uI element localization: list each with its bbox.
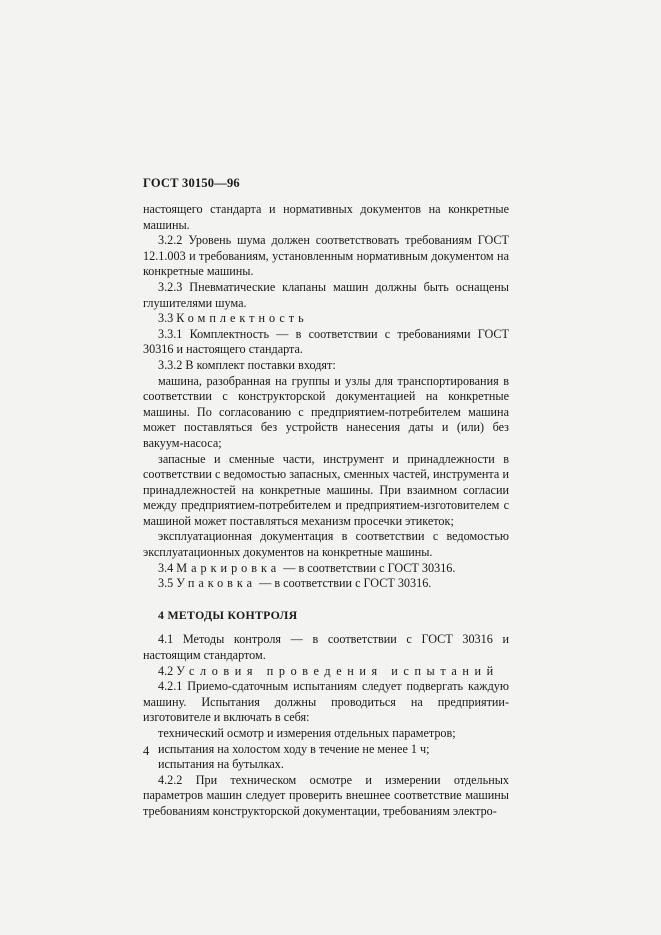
paragraph-3-3-1: 3.3.1 Комплектность — в соответствии с требованиями ГОСТ 30316 и настоящего стандарта. [143, 326, 509, 357]
paragraph-4-1: 4.1 Методы контроля — в соответствии с ГОСТ 30316 и настоящим стандартом. [143, 632, 509, 663]
paragraph-4-2-1: 4.2.1 Приемо-сдаточным испытаниям следует подвергать каждую машину. Испытания должны проводиться на предприятии-изготовителе и включать в себя: [143, 679, 509, 725]
section-3-5-title: Упаковка [176, 576, 257, 591]
section-3-5-number: 3.5 [158, 576, 174, 591]
section-3-3-title: Комплектность [176, 311, 308, 326]
section-4-2-number: 4.2 [158, 663, 174, 678]
list-item-bottle-test: испытания на бутылках. [158, 757, 284, 772]
page-number: 4 [143, 744, 150, 758]
section-3-4-text: — в соответствии с ГОСТ 30316. [280, 560, 456, 575]
list-item-idle-test: испытания на холостом ходу в течение не менее 1 ч; [158, 741, 430, 756]
section-4-2-heading [143, 664, 509, 680]
section-3-4-number: 3.4 [158, 560, 174, 575]
section-3-3-number: 3.3 [158, 311, 174, 326]
paragraph-3-2-3: 3.2.3 Пневматические клапаны машин должны быть оснащены глушителями шума. [143, 279, 509, 310]
document-body [143, 202, 509, 820]
section-4-2-title: Условия проведения испытаний [176, 663, 499, 678]
section-3-3-heading [143, 311, 509, 327]
section-3-4 [143, 561, 509, 577]
list-item-spare-parts: запасные и сменные части, инструмент и принадлежности в соответствии с ведомостью запасных, сменных частей, инструмента и принадлежностей на конкретные машины. При взаимном согласии между предприятием-потребителем и предприятием-изготовителем с машиной может поставляться механизм просечки этикеток; [143, 451, 509, 528]
list-item-machine: машина, разобранная на группы и узлы для транспортирования в соответствии с конструкторской документацией на конкретные машины. По согласованию с предприятием-потребителем машина может поставляться без устройств нанесения даты и (или) без вакуум-насоса; [143, 373, 509, 450]
list-item-documentation: эксплуатационная документация в соответствии с ведомостью эксплуатационных документов на конкретные машины. [143, 529, 509, 560]
list-item-inspection: технический осмотр и измерения отдельных параметров; [158, 726, 456, 740]
section-4-title: 4 МЕТОДЫ КОНТРОЛЯ [158, 607, 298, 622]
paragraph-3-2-2: 3.2.2 Уровень шума должен соответствовать требованиям ГОСТ 12.1.003 и требованиям, установленным нормативным документом на конкретные машины. [143, 233, 509, 279]
paragraph-continuation: настоящего стандарта и нормативных документов на конкретные машины. [143, 202, 509, 232]
section-3-5 [143, 576, 509, 592]
document-header: ГОСТ 30150—96 [143, 176, 240, 190]
paragraph-3-3-2: 3.3.2 В комплект поставки входят: [158, 357, 336, 372]
section-3-4-title: Маркировка [176, 560, 281, 575]
paragraph-4-2-2: 4.2.2 При техническом осмотре и измерении отдельных параметров машин следует проверить внешнее соответствие машины требованиям конструкторской документации, требованиям электро- [143, 772, 509, 818]
section-3-5-text: — в соответствии с ГОСТ 30316. [256, 576, 432, 591]
